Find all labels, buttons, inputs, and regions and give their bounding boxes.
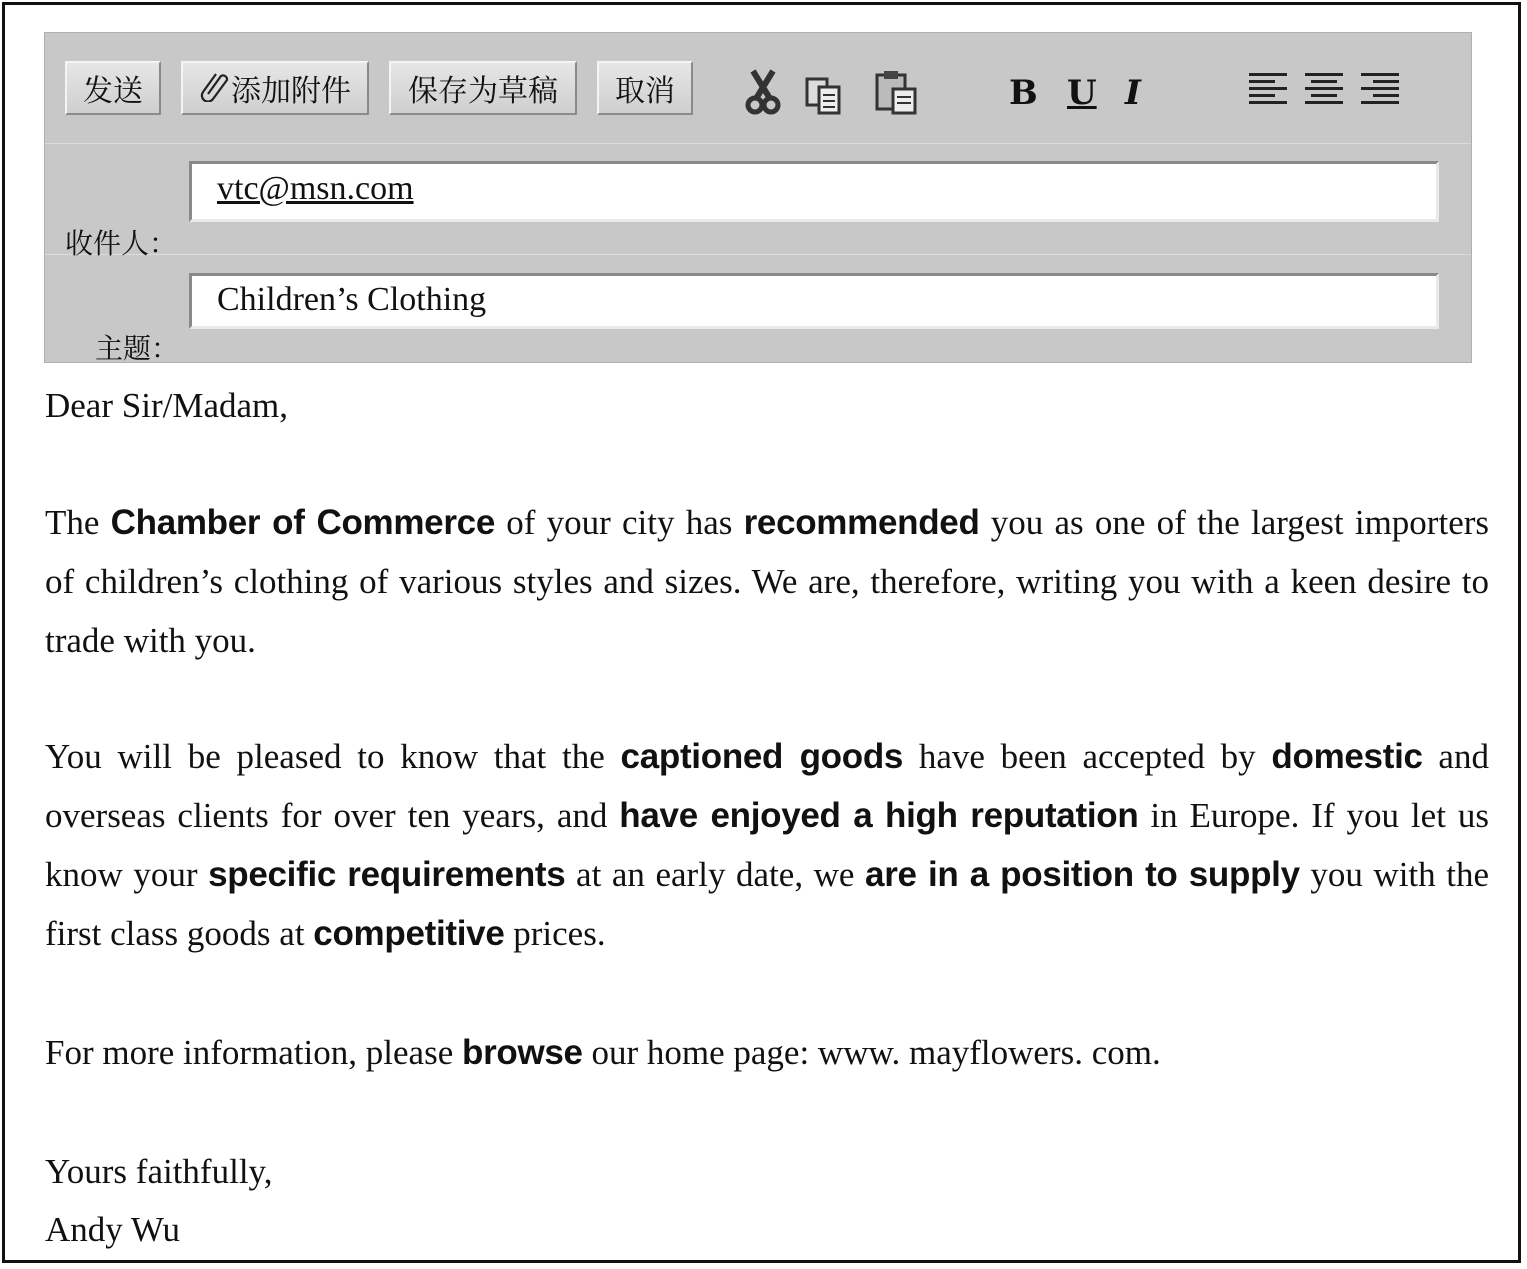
text-run: you as one of the largest importers of children’s clothing of various styles and sizes. We are, therefore, writing you with a keen desire to trade with you.	[45, 503, 1490, 660]
bold-phrase: domestic	[1271, 737, 1423, 776]
subject-value: Children’s Clothing	[217, 281, 487, 318]
send-button[interactable]	[65, 61, 161, 115]
save-draft-button[interactable]	[389, 61, 577, 115]
recipient-row	[45, 144, 1471, 260]
align-right-icon[interactable]	[1361, 73, 1401, 107]
cancel-label: 取消	[615, 74, 675, 109]
recipient-field[interactable]	[189, 161, 1439, 222]
send-label: 发送	[83, 74, 143, 109]
text-run: prices.	[504, 914, 606, 953]
closing-line: Yours faithfully,	[45, 1152, 273, 1191]
paste-icon[interactable]	[873, 67, 917, 117]
bold-phrase: Chamber of Commerce	[110, 503, 495, 542]
bold-phrase: captioned goods	[620, 737, 904, 776]
underline-button[interactable]: U	[1067, 73, 1097, 113]
letter-closing	[45, 1143, 1489, 1259]
bold-phrase: have enjoyed a high reputation	[619, 796, 1139, 835]
recipient-value: vtc@msn.com	[217, 170, 414, 207]
cancel-button[interactable]	[597, 61, 693, 115]
subject-label: 主题：	[95, 332, 180, 365]
text-run: our home page: www. mayflowers. com.	[582, 1033, 1161, 1072]
letter-paragraph-2	[45, 727, 1489, 963]
letter-paragraph-1	[45, 493, 1489, 670]
cut-icon[interactable]	[743, 67, 787, 117]
bold-phrase: browse	[461, 1033, 583, 1072]
paperclip-icon	[199, 68, 229, 109]
save-draft-label: 保存为草稿	[408, 74, 558, 109]
bold-button[interactable]: B	[1009, 73, 1038, 113]
text-run: of your city has	[495, 503, 744, 542]
bold-phrase: recommended	[743, 503, 980, 542]
text-run: at an early date, we	[565, 855, 866, 894]
text-run: in Europe. If you let us know your	[45, 796, 1489, 894]
letter-paragraph-3	[45, 1023, 1489, 1082]
bold-phrase: specific requirements	[208, 855, 566, 894]
text-run: have been accepted by	[903, 737, 1272, 776]
recipient-label: 收件人：	[65, 227, 178, 260]
subject-field[interactable]	[189, 273, 1439, 329]
bold-phrase: are in a position to supply	[865, 855, 1300, 894]
add-attachment-button[interactable]	[181, 61, 369, 115]
italic-button[interactable]: I	[1125, 73, 1141, 113]
compose-panel	[44, 32, 1472, 363]
text-run: you with the first class goods at	[45, 855, 1489, 953]
text-run: The	[45, 503, 111, 542]
signature: Andy Wu	[45, 1210, 181, 1249]
add-attachment-label: 添加附件	[231, 74, 351, 109]
bold-phrase: competitive	[313, 914, 505, 953]
letter-salutation: Dear Sir/Madam,	[45, 386, 288, 425]
subject-row	[45, 255, 1471, 364]
align-center-icon[interactable]	[1305, 73, 1345, 107]
copy-icon[interactable]	[803, 67, 847, 117]
toolbar	[45, 33, 1471, 144]
align-left-icon[interactable]	[1249, 73, 1289, 107]
email-compose-frame	[2, 2, 1521, 1263]
text-run: You will be pleased to know that the	[45, 737, 621, 776]
text-run: For more information, please	[45, 1033, 462, 1072]
text-run: and overseas clients for over ten years, and	[45, 737, 1489, 835]
